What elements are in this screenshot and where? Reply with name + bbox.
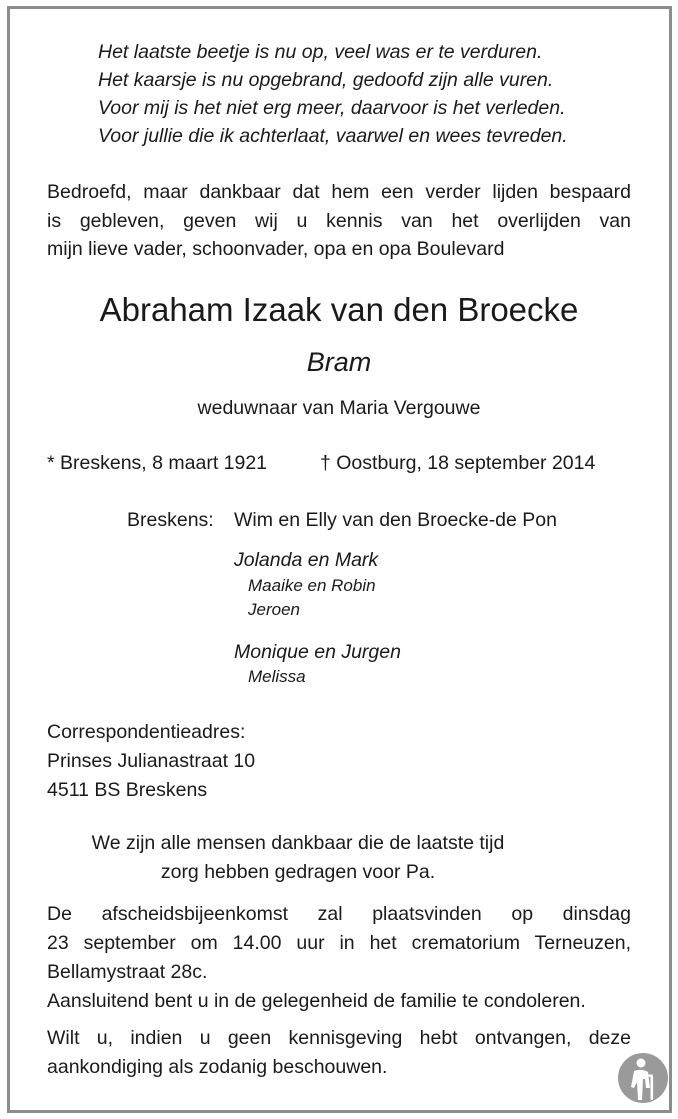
birth-line: * Breskens, 8 maart 1921 [47,452,268,474]
intro-line: mijn lieve vader, schoonvader, opa en opa Boulevard [47,238,505,260]
poem-line: Voor jullie die ik achterlaat, vaarwel en wees tevreden. [98,125,568,147]
deceased-name: Abraham Izaak van den Broecke [99,291,579,328]
poem-line: Het laatste beetje is nu op, veel was er te verduren. [98,41,543,63]
grandchild: Maaike en Robin [248,576,376,595]
thanks-paragraph [0,829,596,887]
notice-paragraph [47,1024,631,1082]
address-label: Correspondentieadres: [47,721,246,743]
thanks-line: We zijn alle mensen dankbaar die de laatste tijd [91,832,505,854]
ceremony-line: Aansluitend bent u in de gelegenheid de familie te condoleren. [47,990,586,1012]
intro-paragraph [47,178,631,264]
child-family: Monique en Jurgen [234,641,401,663]
grandchild: Melissa [248,667,306,686]
person-with-cane-icon [617,1052,669,1104]
intro-line: Bedroefd, maar dankbaar dat hem een verder lijden bespaard [47,181,631,203]
notice-line: Wilt u, indien u geen kennisgeving hebt ontvangen, deze [47,1027,631,1049]
notice-line: aankondiging als zodanig beschouwen. [47,1056,388,1078]
deceased-nickname: Bram [306,347,372,377]
ceremony-line: Bellamystraat 28c. [47,961,208,983]
address-street: Prinses Julianastraat 10 [47,750,256,772]
grandchild: Jeroen [248,600,300,619]
family-head: Wim en Elly van den Broecke-de Pon [234,509,557,531]
child-family: Jolanda en Mark [234,549,379,571]
poem [98,38,568,150]
address-city: 4511 BS Breskens [47,779,208,801]
poem-line: Het kaarsje is nu opgebrand, gedoofd zijn alle vuren. [98,69,554,91]
poem-line: Voor mij is het niet erg meer, daarvoor is het verleden. [98,97,566,119]
thanks-line: zorg hebben gedragen voor Pa. [160,861,436,883]
intro-line: is gebleven, geven wij u kennis van het overlijden van [47,209,631,232]
ceremony-paragraph [47,900,631,1016]
ceremony-line: De afscheidsbijeenkomst zal plaatsvinden op dinsdag [47,903,631,925]
widower-line: weduwnaar van Maria Vergouwe [197,397,481,419]
family-place: Breskens: [127,509,214,531]
ceremony-line: 23 september om 14.00 uur in het crematorium Terneuzen, [47,932,631,954]
death-line: † Oostburg, 18 september 2014 [320,452,596,474]
correspondence-address [47,718,255,805]
